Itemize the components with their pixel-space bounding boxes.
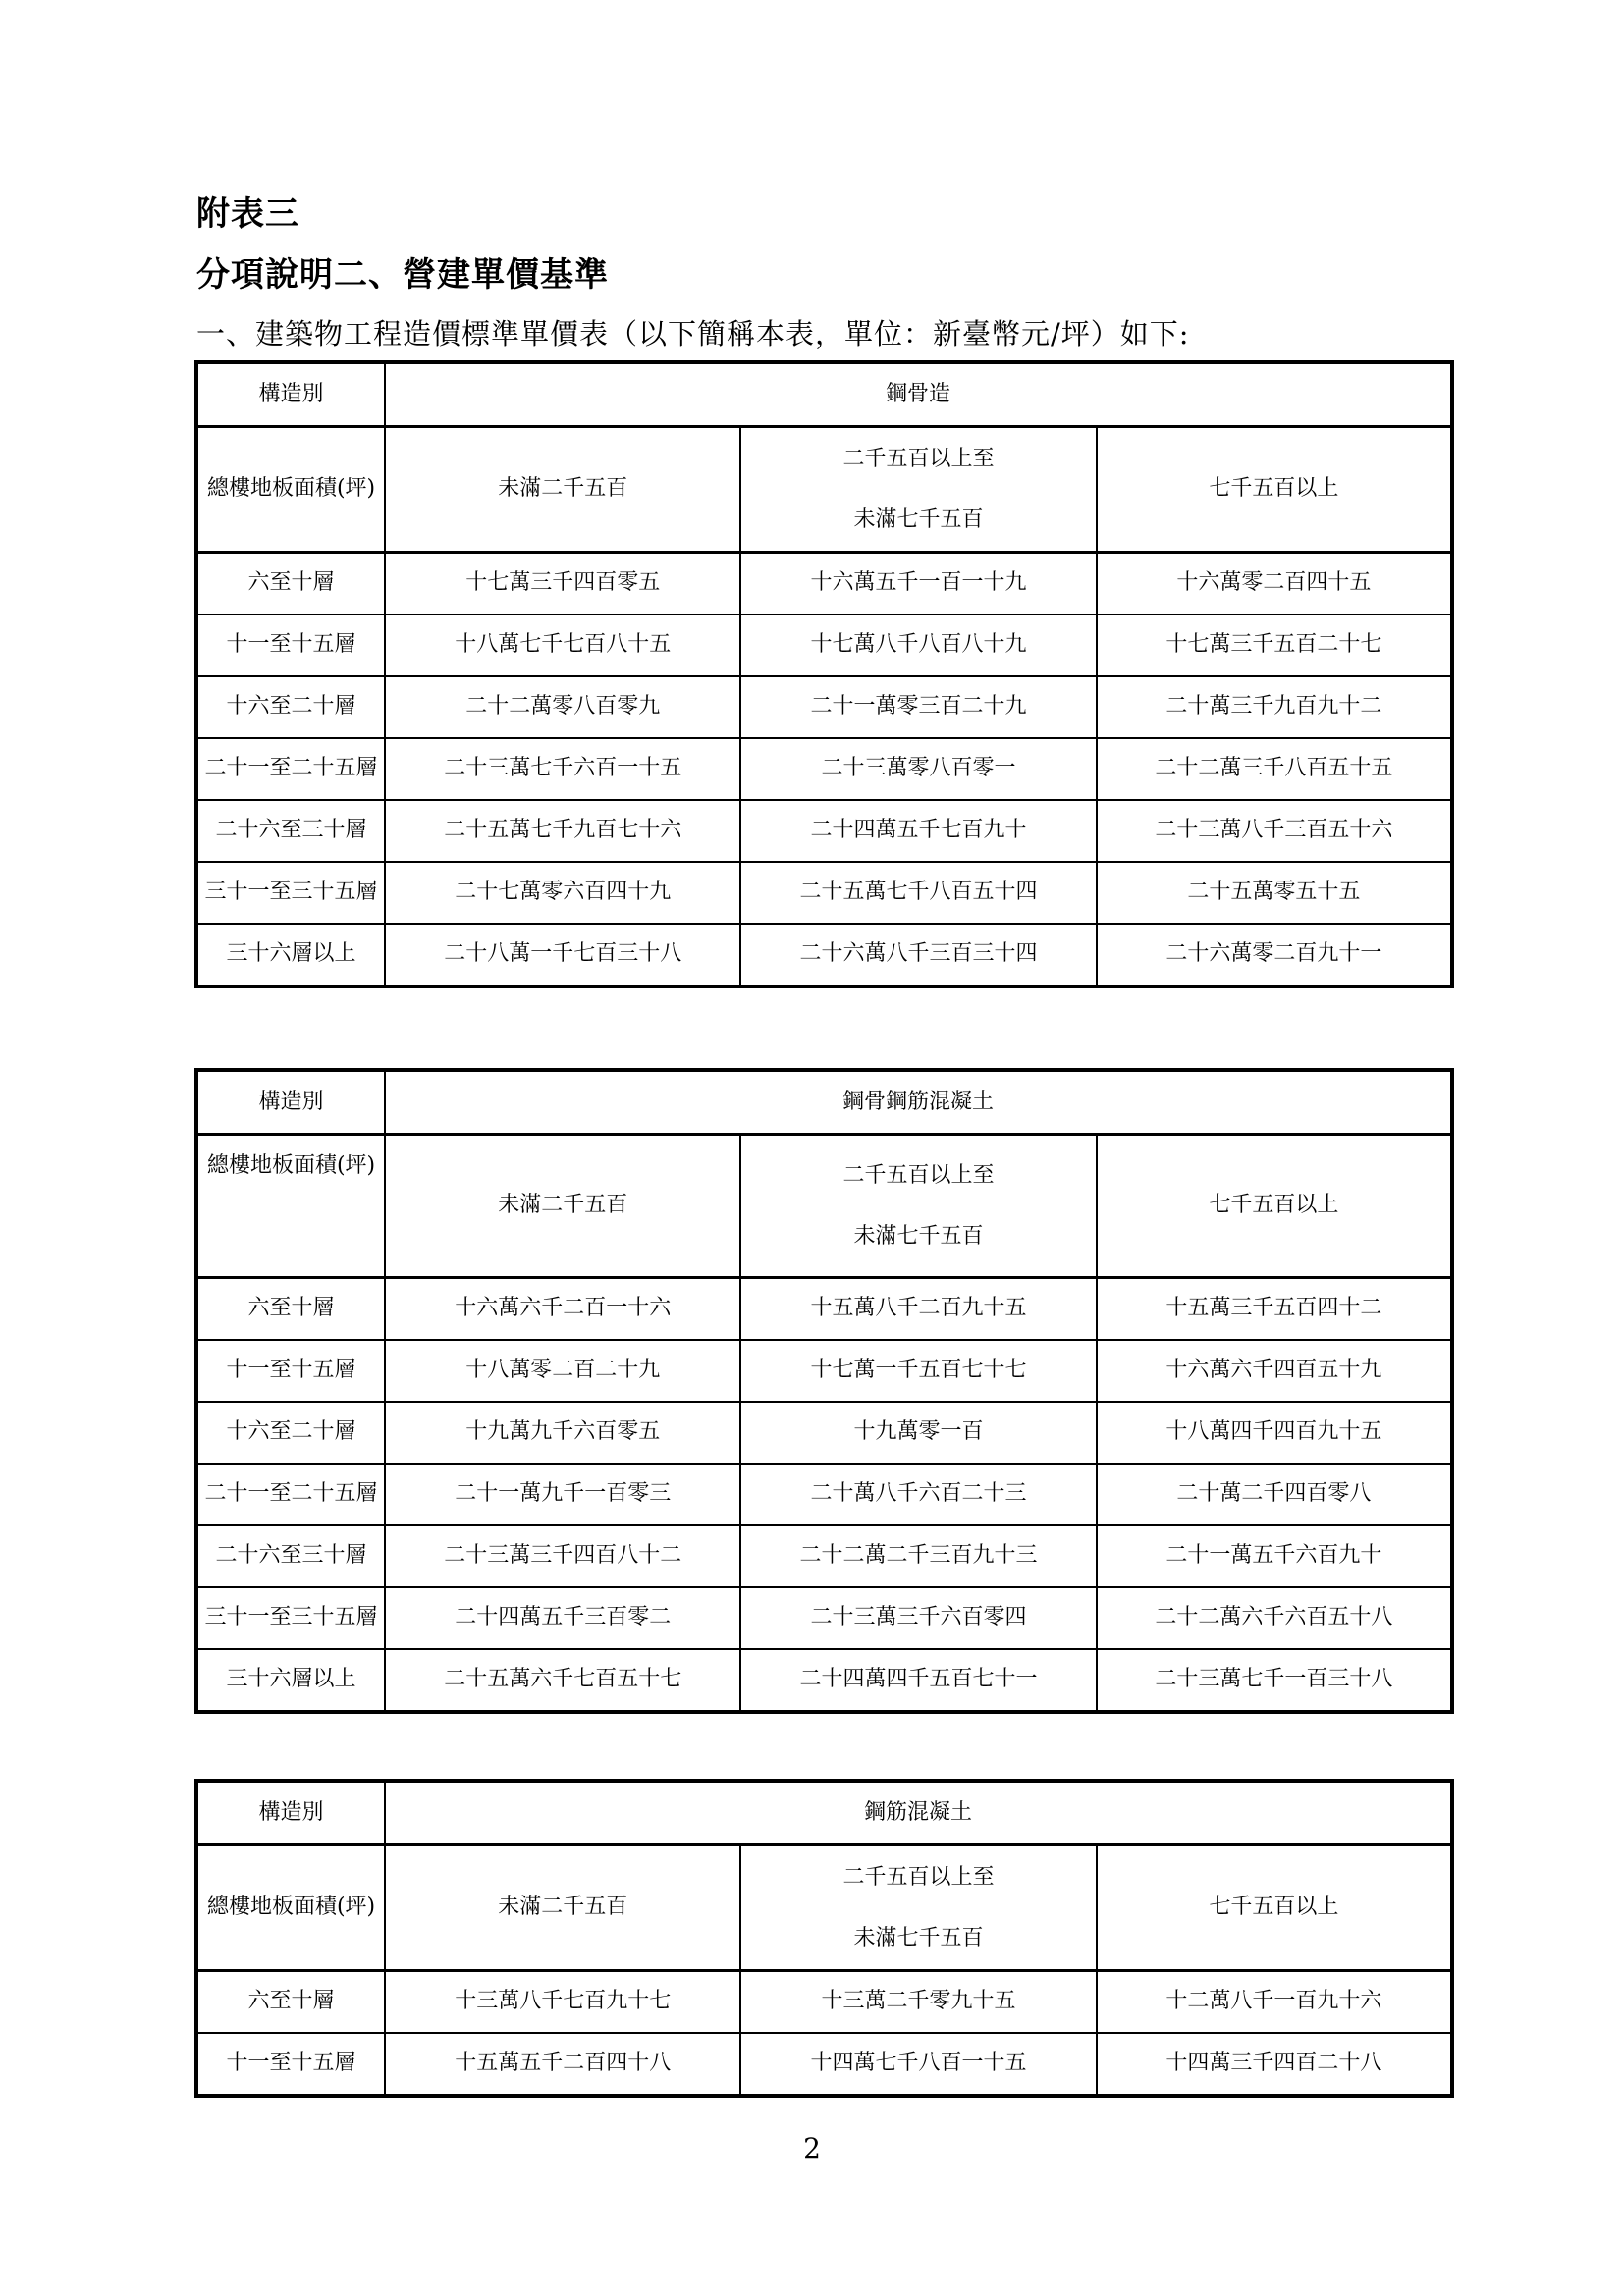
area-header-row — [196, 427, 1452, 553]
area-range-cell — [740, 427, 1096, 553]
unit-price-cell: 二十二萬二千三百九十三 — [740, 1525, 1096, 1587]
table-row — [196, 1278, 1452, 1341]
structure-type-cell: 鋼骨造 — [385, 362, 1452, 427]
table-row — [196, 1525, 1452, 1587]
unit-price-cell: 二十七萬零六百四十九 — [385, 862, 740, 924]
unit-price-cell: 十四萬七千八百一十五 — [740, 2033, 1096, 2096]
unit-price-cell: 十六萬六千二百一十六 — [385, 1278, 740, 1341]
structure-label-cell: 構造別 — [196, 362, 385, 427]
floors-cell: 三十六層以上 — [196, 924, 385, 987]
floors-cell: 二十一至二十五層 — [196, 1464, 385, 1525]
table-row — [196, 1464, 1452, 1525]
unit-price-cell: 十七萬八千八百八十九 — [740, 614, 1096, 676]
intro-paragraph: 一、建築物工程造價標準單價表（以下簡稱本表，單位：新臺幣元/坪）如下: — [196, 317, 1190, 350]
structure-type-cell: 鋼骨鋼筋混凝土 — [385, 1070, 1452, 1135]
unit-price-cell: 十二萬八千一百九十六 — [1097, 1971, 1452, 2034]
unit-price-cell: 二十二萬三千八百五十五 — [1097, 738, 1452, 800]
unit-price-cell: 二十六萬八千三百三十四 — [740, 924, 1096, 987]
unit-price-cell: 十五萬八千二百九十五 — [740, 1278, 1096, 1341]
area-header-row — [196, 1845, 1452, 1971]
floors-cell: 十一至十五層 — [196, 614, 385, 676]
unit-price-cell: 二十五萬七千八百五十四 — [740, 862, 1096, 924]
unit-price-cell: 二十五萬六千七百五十七 — [385, 1649, 740, 1712]
unit-price-cell: 十四萬三千四百二十八 — [1097, 2033, 1452, 2096]
floors-cell: 六至十層 — [196, 1278, 385, 1341]
unit-price-cell: 十三萬八千七百九十七 — [385, 1971, 740, 2034]
structure-header-row — [196, 362, 1452, 427]
table-row — [196, 1402, 1452, 1464]
unit-price-cell: 二十萬二千四百零八 — [1097, 1464, 1452, 1525]
table-row — [196, 1649, 1452, 1712]
unit-price-cell: 十六萬六千四百五十九 — [1097, 1340, 1452, 1402]
floors-cell: 十一至十五層 — [196, 2033, 385, 2096]
area-range-line: 未滿七千五百 — [853, 507, 984, 532]
unit-price-cell: 十九萬零一百 — [740, 1402, 1096, 1464]
structure-header-row — [196, 1781, 1452, 1845]
area-label-cell: 總樓地板面積(坪) — [196, 1135, 385, 1278]
area-range-line: 二千五百以上至 — [842, 446, 995, 471]
unit-price-cell: 十九萬九千六百零五 — [385, 1402, 740, 1464]
unit-price-cell: 二十四萬五千三百零二 — [385, 1587, 740, 1649]
table-row — [196, 1587, 1452, 1649]
unit-price-cell: 二十一萬五千六百九十 — [1097, 1525, 1452, 1587]
table-row — [196, 800, 1452, 862]
unit-price-cell: 十八萬零二百二十九 — [385, 1340, 740, 1402]
unit-price-cell: 二十四萬五千七百九十 — [740, 800, 1096, 862]
area-range-line: 未滿七千五百 — [853, 1925, 984, 1950]
floors-cell: 十六至二十層 — [196, 1402, 385, 1464]
floors-cell: 十一至十五層 — [196, 1340, 385, 1402]
area-range-cell: 未滿二千五百 — [385, 1845, 740, 1971]
table-row — [196, 1971, 1452, 2034]
structure-type-cell: 鋼筋混凝土 — [385, 1781, 1452, 1845]
unit-price-cell: 十八萬七千七百八十五 — [385, 614, 740, 676]
page-number: 2 — [803, 2132, 821, 2164]
unit-price-cell: 二十五萬七千九百七十六 — [385, 800, 740, 862]
floors-cell: 三十一至三十五層 — [196, 862, 385, 924]
unit-price-cell: 十六萬零二百四十五 — [1097, 553, 1452, 615]
floors-cell: 二十六至三十層 — [196, 1525, 385, 1587]
area-range-cell: 未滿二千五百 — [385, 1135, 740, 1278]
unit-price-cell: 二十八萬一千七百三十八 — [385, 924, 740, 987]
unit-price-cell: 二十一萬九千一百零三 — [385, 1464, 740, 1525]
unit-price-cell: 二十三萬三千六百零四 — [740, 1587, 1096, 1649]
unit-price-cell: 二十萬三千九百九十二 — [1097, 676, 1452, 738]
unit-price-cell: 二十三萬七千一百三十八 — [1097, 1649, 1452, 1712]
unit-price-cell: 十七萬一千五百七十七 — [740, 1340, 1096, 1402]
area-range-cell — [740, 1845, 1096, 1971]
unit-price-cell: 二十二萬六千六百五十八 — [1097, 1587, 1452, 1649]
area-range-cell: 七千五百以上 — [1097, 1845, 1452, 1971]
unit-price-cell: 二十三萬八千三百五十六 — [1097, 800, 1452, 862]
table-row — [196, 614, 1452, 676]
structure-label-cell: 構造別 — [196, 1070, 385, 1135]
floors-cell: 十六至二十層 — [196, 676, 385, 738]
structure-label-cell: 構造別 — [196, 1781, 385, 1845]
section-title: 分項說明二、營建單價基準 — [196, 255, 609, 294]
table-row — [196, 738, 1452, 800]
structure-header-row — [196, 1070, 1452, 1135]
area-label-cell: 總樓地板面積(坪) — [196, 427, 385, 553]
unit-price-cell: 十六萬五千一百一十九 — [740, 553, 1096, 615]
floors-cell: 二十一至二十五層 — [196, 738, 385, 800]
floors-cell: 三十六層以上 — [196, 1649, 385, 1712]
cost-table-rc — [194, 1779, 1454, 2098]
unit-price-cell: 十八萬四千四百九十五 — [1097, 1402, 1452, 1464]
table-row — [196, 676, 1452, 738]
unit-price-cell: 十七萬三千四百零五 — [385, 553, 740, 615]
area-label-cell: 總樓地板面積(坪) — [196, 1845, 385, 1971]
unit-price-cell: 二十三萬零八百零一 — [740, 738, 1096, 800]
cost-table-src — [194, 1068, 1454, 1714]
unit-price-cell: 十五萬三千五百四十二 — [1097, 1278, 1452, 1341]
table-row — [196, 553, 1452, 615]
floors-cell: 六至十層 — [196, 1971, 385, 2034]
area-range-line: 未滿七千五百 — [853, 1223, 984, 1249]
floors-cell: 六至十層 — [196, 553, 385, 615]
unit-price-cell: 二十四萬四千五百七十一 — [740, 1649, 1096, 1712]
area-range-cell — [740, 1135, 1096, 1278]
table-row — [196, 1340, 1452, 1402]
area-range-line: 二千五百以上至 — [842, 1864, 995, 1890]
unit-price-cell: 十三萬二千零九十五 — [740, 1971, 1096, 2034]
floors-cell: 三十一至三十五層 — [196, 1587, 385, 1649]
unit-price-cell: 二十五萬零五十五 — [1097, 862, 1452, 924]
unit-price-cell: 二十三萬三千四百八十二 — [385, 1525, 740, 1587]
unit-price-cell: 十七萬三千五百二十七 — [1097, 614, 1452, 676]
unit-price-cell: 二十三萬七千六百一十五 — [385, 738, 740, 800]
unit-price-cell: 二十六萬零二百九十一 — [1097, 924, 1452, 987]
area-header-row — [196, 1135, 1452, 1278]
table-row — [196, 924, 1452, 987]
unit-price-cell: 二十一萬零三百二十九 — [740, 676, 1096, 738]
unit-price-cell: 二十二萬零八百零九 — [385, 676, 740, 738]
table-row — [196, 862, 1452, 924]
unit-price-cell: 二十萬八千六百二十三 — [740, 1464, 1096, 1525]
area-range-cell: 未滿二千五百 — [385, 427, 740, 553]
table-row — [196, 2033, 1452, 2096]
area-range-line: 二千五百以上至 — [842, 1162, 995, 1188]
cost-table-steel — [194, 360, 1454, 988]
area-range-cell: 七千五百以上 — [1097, 1135, 1452, 1278]
area-range-cell: 七千五百以上 — [1097, 427, 1452, 553]
floors-cell: 二十六至三十層 — [196, 800, 385, 862]
appendix-title: 附表三 — [196, 194, 299, 234]
unit-price-cell: 十五萬五千二百四十八 — [385, 2033, 740, 2096]
